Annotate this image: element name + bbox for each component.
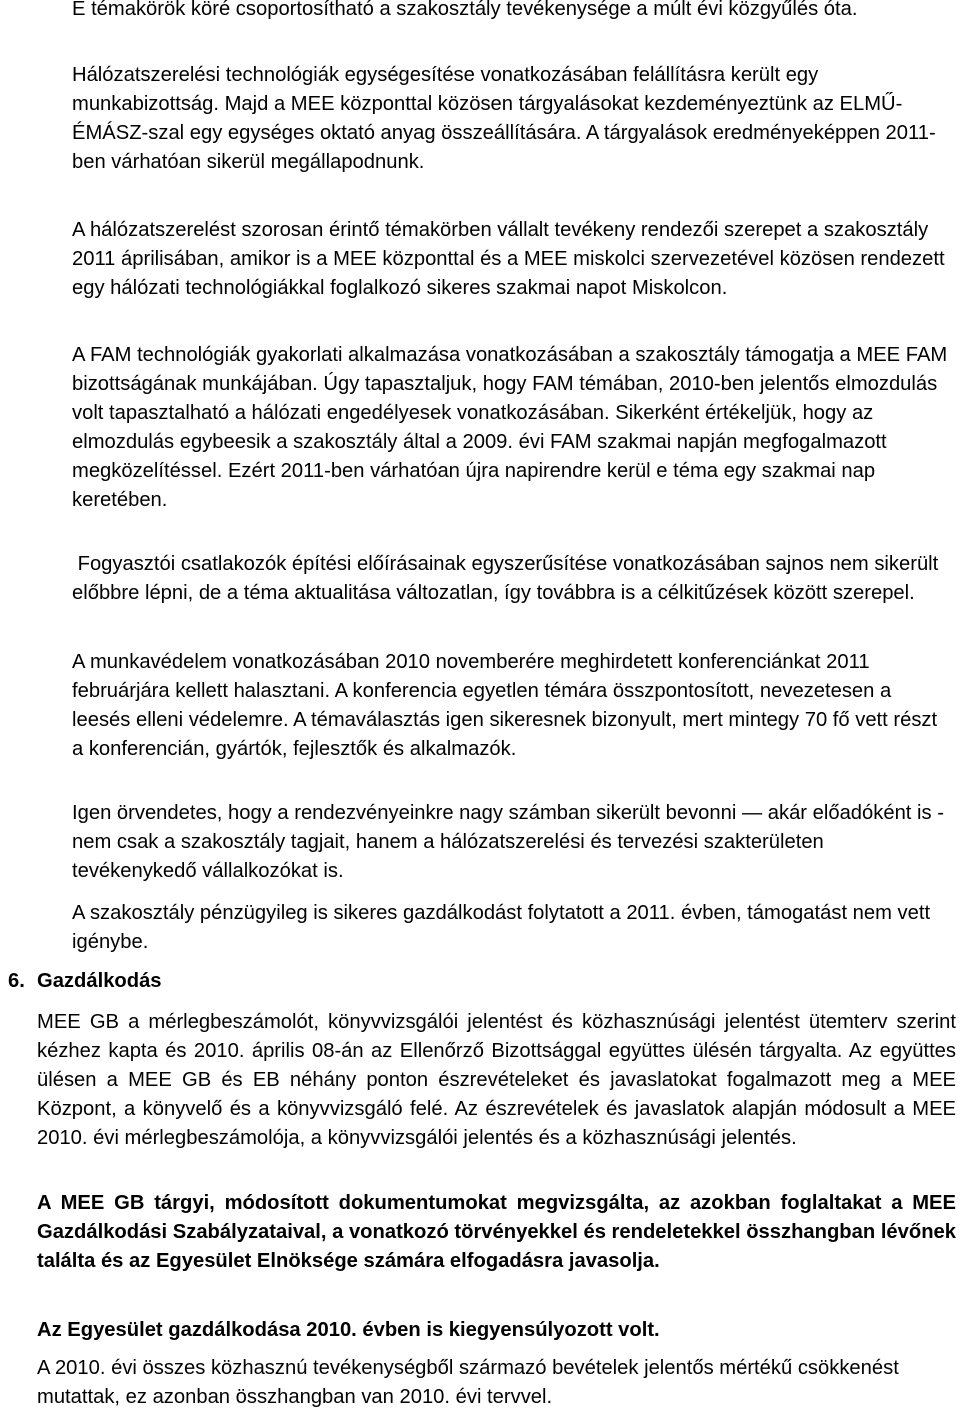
section-title: Gazdálkodás [37,970,162,992]
paragraph-balanced-management: Az Egyesület gazdálkodása 2010. évben is kiegyensúlyozott volt. [37,1319,660,1341]
paragraph-events-participation: Igen örvendetes, hogy a rendezvényeinkre nagy számban sikerült bevonni — akár előadóként is - nem csak a szakosztály tagjait, hanem a hálózatszerelési és tervezési szakterületen tevékenykedő vállalkozókat is. [72,802,944,882]
paragraph-intro: E témakörök köré csoportosítható a szakosztály tevékenysége a múlt évi közgyűlés óta. [72,0,858,20]
paragraph-fam-technology: A FAM technológiák gyakorlati alkalmazása vonatkozásában a szakosztály támogatja a MEE FAM bizottságának munkájában. Úgy tapasztaljuk, hogy FAM témában, 2010-ben jelentős elmozdulás volt tapasztalható a hálózati engedélyesek vonatkozásában. Sikerként értékeljük, hogy az elmozdulás egybeesik a szakosztály által a 2009. évi FAM szakmai napján megfogalmazott megközelítéssel. Ezért 2011-ben várhatóan újra napirendre kerül e téma egy szakmai nap keretében. [72,344,948,511]
section-number: 6. [8,970,25,992]
paragraph-gb-approval: A MEE GB tárgyi, módosított dokumentumokat megvizsgálta, az azokban foglaltakat a MEE Gazdálkodási Szabályzataival, a vonatkozó törvényekkel és rendeletekkel összhangban lévőnek találta és az Egyesület Elnöksége számára elfogadásra javasolja. [37,1192,956,1272]
paragraph-balance-report: MEE GB a mérlegbeszámolót, könyvvizsgálói jelentést és közhasznúsági jelentést ütemterv szerint kézhez kapta és 2010. április 08-án az Ellenőrző Bizottsággal együttes ülésén tárgyalta. Az együttes ülésen a MEE GB és EB néhány ponton észrevételeket és javaslatokat fogalmazott meg a MEE Központ, a könyvelő és a könyvvizsgáló felé. Az észrevételek és javaslatok alapján módosult a MEE 2010. évi mérlegbeszámolója, a könyvvizsgálói jelentés és a közhasznúsági jelentés. [37,1011,956,1149]
paragraph-work-safety: A munkavédelem vonatkozásában 2010 novemberére meghirdetett konferenciánkat 2011 februárjára kellett halasztani. A konferencia egyetlen témára összpontosított, nevezetesen a leesés elleni védelemre. A témaválasztás igen sikeresnek bizonyult, mert mintegy 70 fő vett részt a konferencián, gyártók, fejlesztők és alkalmazók. [72,651,938,760]
section-heading [8,967,162,996]
paragraph-finances-summary: A szakosztály pénzügyileg is sikeres gazdálkodást folytatott a 2011. évben, támogatást nem vett igénybe. [72,902,931,953]
paragraph-network-installation: Hálózatszerelési technológiák egységesítése vonatkozásában felállításra került egy munkabizottság. Majd a MEE központtal közösen tárgyalásokat kezdeményeztünk az ELMŰ-ÉMÁSZ-szal egy egységes oktató anyag összeállítására. A tárgyalások eredményeképpen 2011-ben várhatóan sikerül megállapodnunk. [72,64,936,173]
paragraph-revenue-decrease: A 2010. évi összes közhasznú tevékenységből származó bevételek jelentős mértékű csökkenést mutattak, ez azonban összhangban van 2010. évi tervvel. [37,1357,899,1408]
paragraph-miskolc-event: A hálózatszerelést szorosan érintő témakörben vállalt tevékeny rendezői szerepet a szakosztály 2011 áprilisában, amikor is a MEE központtal és a MEE miskolci szervezetével közösen rendezett egy hálózati technológiákkal foglalkozó sikeres szakmai napot Miskolcon. [72,219,945,299]
paragraph-consumer-connections: Fogyasztói csatlakozók építési előírásainak egyszerűsítése vonatkozásában sajnos nem sikerült előbbre lépni, de a téma aktualitása változatlan, így továbbra is a célkitűzések között szerepel. [72,553,944,604]
